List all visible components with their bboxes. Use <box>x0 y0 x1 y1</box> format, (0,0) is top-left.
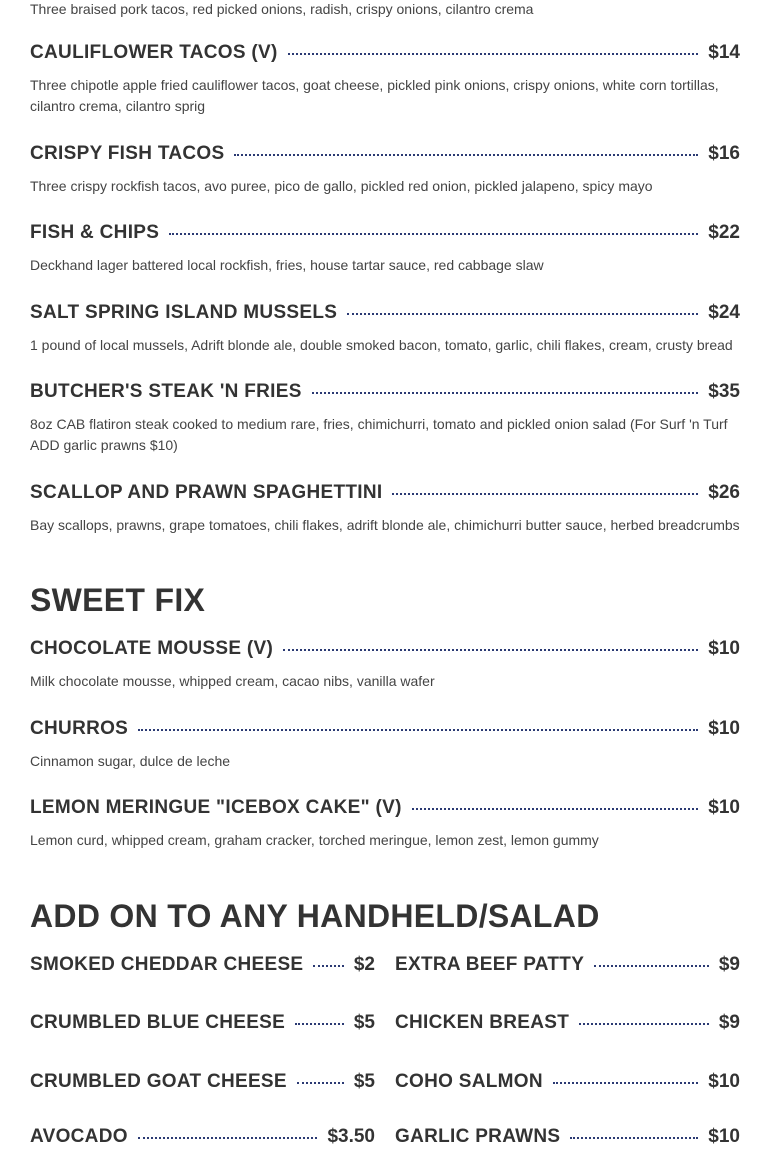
menu-item <box>30 141 740 197</box>
section-title-sweet-fix: SWEET FIX <box>30 582 206 618</box>
addon-item <box>30 1010 375 1036</box>
item-name: SALT SPRING ISLAND MUSSELS <box>30 302 338 323</box>
dot-leader <box>594 965 709 967</box>
dot-leader <box>553 1082 698 1084</box>
item-price: $3.50 <box>327 1126 375 1147</box>
item-description: 1 pound of local mussels, Adrift blonde ale, double smoked bacon, tomato, garlic, chili flakes, cream, crusty bread <box>30 337 733 353</box>
dot-leader <box>392 493 698 495</box>
dot-leader <box>169 233 698 235</box>
item-price: $5 <box>353 1071 375 1092</box>
item-name: SCALLOP AND PRAWN SPAGHETTINI <box>30 482 383 503</box>
menu-item <box>30 220 740 276</box>
item-price: $9 <box>718 954 740 975</box>
item-price: $24 <box>708 302 740 323</box>
item-price: $10 <box>708 718 740 739</box>
item-name: GARLIC PRAWNS <box>395 1126 561 1147</box>
item-description: Bay scallops, prawns, grape tomatoes, chili flakes, adrift blonde ale, chimichurri butter sauce, herbed breadcrumbs <box>30 517 740 533</box>
dot-leader <box>412 808 699 810</box>
dot-leader <box>283 649 698 651</box>
item-name: CAULIFLOWER TACOS (V) <box>30 42 278 63</box>
menu-item <box>30 40 740 117</box>
dot-leader <box>295 1023 344 1025</box>
item-description: Three chipotle apple fried cauliflower tacos, goat cheese, pickled pink onions, crispy onions, white corn tortillas, cilantro crema, cilantro sprig <box>30 77 719 114</box>
item-description: Three braised pork tacos, red picked onions, radish, crispy onions, cilantro crema <box>30 1 534 17</box>
item-name: AVOCADO <box>30 1126 128 1147</box>
item-description: Deckhand lager battered local rockfish, fries, house tartar sauce, red cabbage slaw <box>30 257 544 273</box>
item-name: CRUMBLED GOAT CHEESE <box>30 1071 287 1092</box>
dot-leader <box>313 965 343 967</box>
item-price: $2 <box>353 954 375 975</box>
item-name: CHICKEN BREAST <box>395 1012 570 1033</box>
dot-leader <box>138 729 698 731</box>
dot-leader <box>312 392 699 394</box>
addon-item <box>395 1069 740 1095</box>
addon-item <box>30 1069 375 1095</box>
item-name: BUTCHER'S STEAK 'N FRIES <box>30 381 302 402</box>
menu-item <box>30 300 740 356</box>
item-price: $9 <box>718 1012 740 1033</box>
dot-leader <box>579 1023 709 1025</box>
item-name: CRUMBLED BLUE CHEESE <box>30 1012 286 1033</box>
dot-leader <box>297 1082 344 1084</box>
section-title-add-on: ADD ON TO ANY HANDHELD/SALAD <box>30 898 600 934</box>
item-description: Lemon curd, whipped cream, graham cracker, torched meringue, lemon zest, lemon gummy <box>30 832 599 848</box>
item-price: $26 <box>708 482 740 503</box>
menu-item <box>30 480 740 536</box>
menu-item <box>30 795 740 851</box>
item-name: CHURROS <box>30 718 129 739</box>
item-description: Milk chocolate mousse, whipped cream, cacao nibs, vanilla wafer <box>30 673 435 689</box>
dot-leader <box>234 154 698 156</box>
addon-item <box>30 1124 375 1150</box>
item-description: 8oz CAB flatiron steak cooked to medium rare, fries, chimichurri, tomato and pickled onion salad (For Surf 'n Turf ADD garlic prawns $10) <box>30 416 728 453</box>
item-description: Cinnamon sugar, dulce de leche <box>30 753 231 769</box>
addon-item <box>395 1124 740 1150</box>
dot-leader <box>570 1137 698 1139</box>
item-price: $35 <box>708 381 740 402</box>
dot-leader <box>138 1137 318 1139</box>
dot-leader <box>347 313 698 315</box>
item-name: FISH & CHIPS <box>30 222 160 243</box>
item-price: $10 <box>708 1126 740 1147</box>
item-name: COHO SALMON <box>395 1071 543 1092</box>
dot-leader <box>288 53 699 55</box>
item-description: Three crispy rockfish tacos, avo puree, pico de gallo, pickled red onion, pickled jalapeno, spicy mayo <box>30 178 653 194</box>
item-name: CRISPY FISH TACOS <box>30 143 225 164</box>
item-price: $5 <box>353 1012 375 1033</box>
item-price: $10 <box>708 797 740 818</box>
item-price: $10 <box>708 638 740 659</box>
item-name: SMOKED CHEDDAR CHEESE <box>30 954 304 975</box>
item-name: LEMON MERINGUE "ICEBOX CAKE" (V) <box>30 797 402 818</box>
item-price: $16 <box>708 143 740 164</box>
item-price: $10 <box>708 1071 740 1092</box>
item-price: $22 <box>708 222 740 243</box>
addon-item <box>30 952 375 978</box>
item-name: EXTRA BEEF PATTY <box>395 954 585 975</box>
item-price: $14 <box>708 42 740 63</box>
addon-item <box>395 952 740 978</box>
menu-item <box>30 379 740 456</box>
menu-item <box>30 716 740 772</box>
addon-item <box>395 1010 740 1036</box>
menu-item <box>30 636 740 692</box>
item-name: CHOCOLATE MOUSSE (V) <box>30 638 274 659</box>
